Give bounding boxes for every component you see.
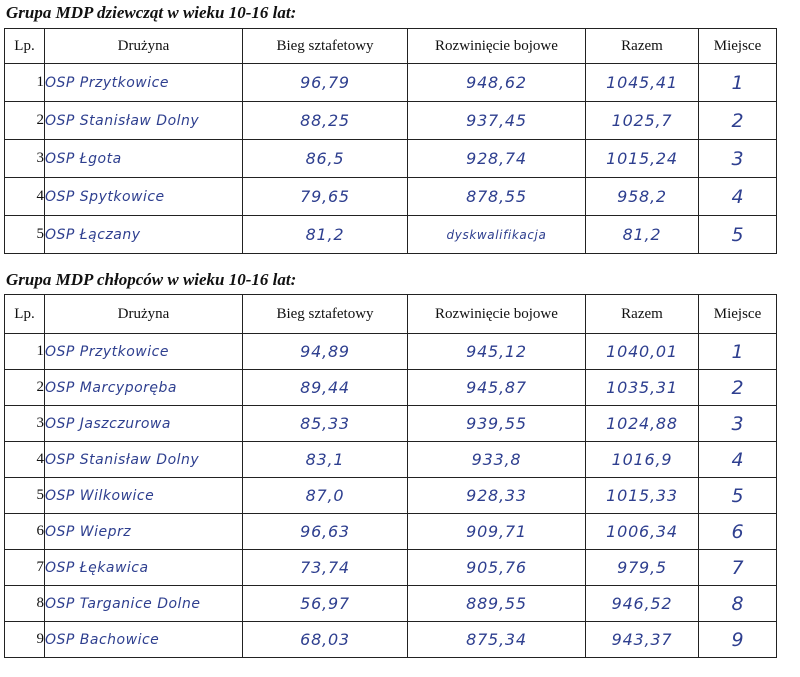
place: 8 [699, 586, 777, 622]
place: 3 [699, 140, 777, 178]
total-score: 946,52 [586, 586, 699, 622]
table-row [5, 178, 777, 216]
place: 2 [699, 370, 777, 406]
table-row [5, 140, 777, 178]
combat-deployment-time: 909,71 [408, 514, 586, 550]
combat-deployment-time: 945,12 [408, 334, 586, 370]
row-number: 1 [5, 64, 45, 102]
total-score: 1025,7 [586, 102, 699, 140]
team-name: OSP Przytkowice [45, 64, 243, 102]
header-total: Razem [586, 29, 699, 64]
relay-run-time: 86,5 [243, 140, 408, 178]
table-row [5, 550, 777, 586]
total-score: 1006,34 [586, 514, 699, 550]
team-name: OSP Przytkowice [45, 334, 243, 370]
combat-deployment-time: 939,55 [408, 406, 586, 442]
relay-run-time: 56,97 [243, 586, 408, 622]
total-score: 1040,01 [586, 334, 699, 370]
total-score: 943,37 [586, 622, 699, 658]
combat-deployment-time: 928,74 [408, 140, 586, 178]
team-name: OSP Łękawica [45, 550, 243, 586]
relay-run-time: 79,65 [243, 178, 408, 216]
relay-run-time: 88,25 [243, 102, 408, 140]
row-number: 7 [5, 550, 45, 586]
table-row [5, 442, 777, 478]
header-total: Razem [586, 295, 699, 334]
team-name: OSP Bachowice [45, 622, 243, 658]
row-number: 6 [5, 514, 45, 550]
place: 1 [699, 334, 777, 370]
table-row [5, 478, 777, 514]
combat-deployment-time: 889,55 [408, 586, 586, 622]
total-score: 958,2 [586, 178, 699, 216]
header-relay-run: Bieg sztafetowy [243, 29, 408, 64]
relay-run-time: 87,0 [243, 478, 408, 514]
place: 5 [699, 478, 777, 514]
header-lp: Lp. [5, 29, 45, 64]
relay-run-time: 89,44 [243, 370, 408, 406]
team-name: OSP Wieprz [45, 514, 243, 550]
place: 6 [699, 514, 777, 550]
combat-deployment-time: 875,34 [408, 622, 586, 658]
team-name: OSP Stanisław Dolny [45, 442, 243, 478]
header-relay-run: Bieg sztafetowy [243, 295, 408, 334]
total-score: 1024,88 [586, 406, 699, 442]
relay-run-time: 94,89 [243, 334, 408, 370]
place: 4 [699, 178, 777, 216]
row-number: 2 [5, 102, 45, 140]
header-team: Drużyna [45, 29, 243, 64]
table-row [5, 370, 777, 406]
relay-run-time: 81,2 [243, 216, 408, 254]
header-combat-deployment: Rozwinięcie bojowe [408, 29, 586, 64]
combat-deployment-time: dyskwalifikacja [408, 216, 586, 254]
combat-deployment-time: 928,33 [408, 478, 586, 514]
place: 9 [699, 622, 777, 658]
relay-run-time: 73,74 [243, 550, 408, 586]
girls-results-table [4, 28, 777, 254]
place: 3 [699, 406, 777, 442]
table-row [5, 102, 777, 140]
combat-deployment-time: 937,45 [408, 102, 586, 140]
row-number: 5 [5, 478, 45, 514]
combat-deployment-time: 905,76 [408, 550, 586, 586]
row-number: 9 [5, 622, 45, 658]
total-score: 1016,9 [586, 442, 699, 478]
table-row [5, 586, 777, 622]
place: 2 [699, 102, 777, 140]
total-score: 1045,41 [586, 64, 699, 102]
total-score: 1015,24 [586, 140, 699, 178]
table-row [5, 406, 777, 442]
place: 7 [699, 550, 777, 586]
team-name: OSP Stanisław Dolny [45, 102, 243, 140]
combat-deployment-time: 945,87 [408, 370, 586, 406]
boys-results-table [4, 294, 777, 658]
row-number: 4 [5, 442, 45, 478]
boys-group-title: Grupa MDP chłopców w wieku 10-16 lat: [6, 270, 297, 289]
row-number: 2 [5, 370, 45, 406]
row-number: 1 [5, 334, 45, 370]
row-number: 3 [5, 140, 45, 178]
total-score: 1015,33 [586, 478, 699, 514]
combat-deployment-time: 948,62 [408, 64, 586, 102]
relay-run-time: 83,1 [243, 442, 408, 478]
table-row [5, 64, 777, 102]
team-name: OSP Spytkowice [45, 178, 243, 216]
combat-deployment-time: 933,8 [408, 442, 586, 478]
team-name: OSP Łączany [45, 216, 243, 254]
combat-deployment-time: 878,55 [408, 178, 586, 216]
team-name: OSP Targanice Dolne [45, 586, 243, 622]
table-row [5, 622, 777, 658]
header-place: Miejsce [699, 295, 777, 334]
team-name: OSP Łgota [45, 140, 243, 178]
table-header-row [5, 295, 777, 334]
team-name: OSP Jaszczurowa [45, 406, 243, 442]
total-score: 81,2 [586, 216, 699, 254]
relay-run-time: 96,63 [243, 514, 408, 550]
row-number: 4 [5, 178, 45, 216]
header-team: Drużyna [45, 295, 243, 334]
header-lp: Lp. [5, 295, 45, 334]
row-number: 3 [5, 406, 45, 442]
place: 5 [699, 216, 777, 254]
relay-run-time: 85,33 [243, 406, 408, 442]
table-row [5, 334, 777, 370]
row-number: 5 [5, 216, 45, 254]
table-row [5, 216, 777, 254]
table-row [5, 514, 777, 550]
row-number: 8 [5, 586, 45, 622]
place: 1 [699, 64, 777, 102]
relay-run-time: 96,79 [243, 64, 408, 102]
girls-group-title: Grupa MDP dziewcząt w wieku 10-16 lat: [6, 3, 297, 22]
header-place: Miejsce [699, 29, 777, 64]
total-score: 979,5 [586, 550, 699, 586]
total-score: 1035,31 [586, 370, 699, 406]
team-name: OSP Wilkowice [45, 478, 243, 514]
place: 4 [699, 442, 777, 478]
table-header-row [5, 29, 777, 64]
team-name: OSP Marcyporęba [45, 370, 243, 406]
relay-run-time: 68,03 [243, 622, 408, 658]
header-combat-deployment: Rozwinięcie bojowe [408, 295, 586, 334]
